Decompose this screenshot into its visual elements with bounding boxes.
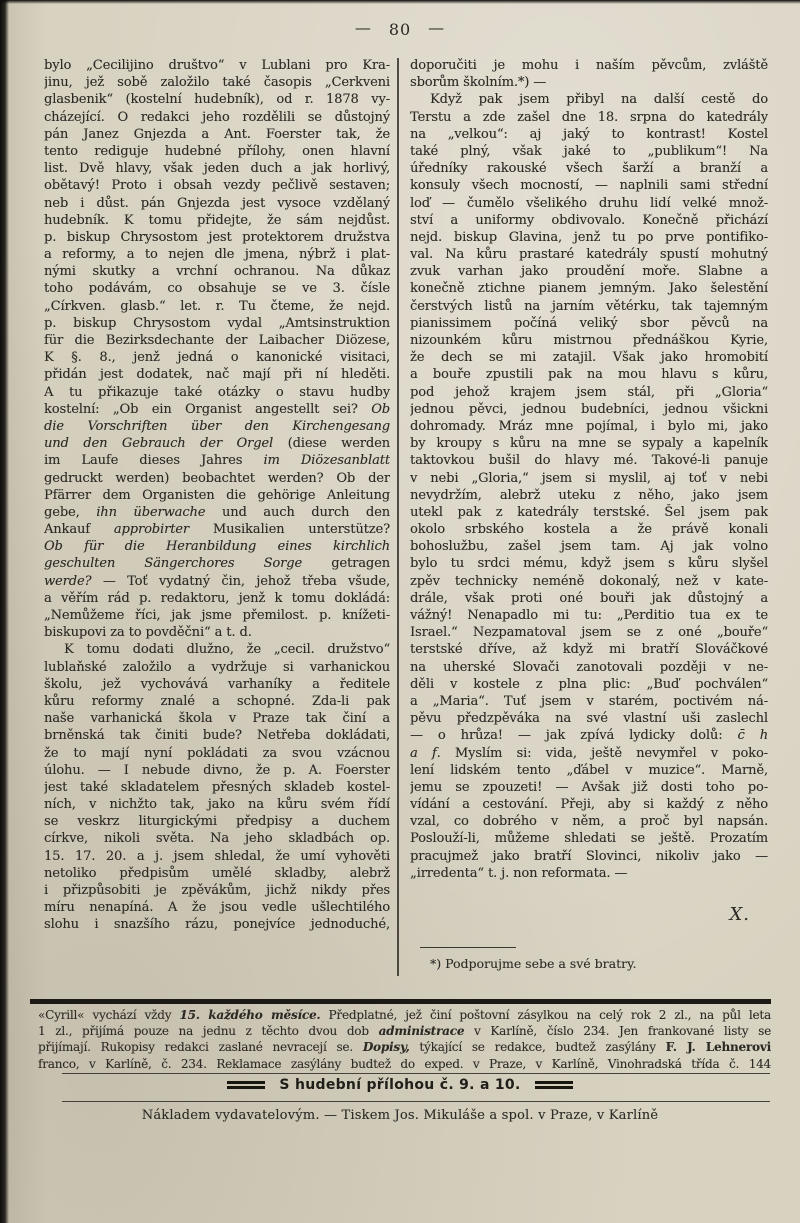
scan-edge-top: [0, 0, 800, 4]
text-line: Ob für die Heranbildung eines kirchlich: [44, 539, 390, 555]
text-line: doporučiti je mohu i naším pěvcům, zvláště: [410, 58, 768, 73]
text-line: und den Gebrauch der Orgel (diese werden: [44, 436, 390, 452]
text-line: i přizpůsobiti je zpěvákům, jichž nikdy přes: [44, 883, 390, 898]
text-line: im Laufe dieses Jahres im Diözesanblatt: [44, 453, 390, 469]
text-line: vzal, co dobrého v něm, a proč byl napsán.: [410, 814, 768, 830]
text-line: K tomu dodati dlužno, že „cecil. družstvo“: [64, 642, 390, 658]
text-line: taktovkou bušil do hlavy mé. Takové-li panuje: [410, 453, 768, 469]
footer-rule-thick: [30, 999, 771, 1004]
text-line: a „Maria“. Tuť jsem v starém, poctivém ná-: [410, 693, 768, 709]
text-line: gebe, ihn überwache und auch durch den: [44, 504, 390, 520]
text-line: v nebi „Gloria,“ jsem si myslil, aj toť v nebi: [410, 470, 768, 486]
text-line: jinu, jež sobě založilo také časopis „Cerkveni: [44, 75, 390, 91]
text-line: vážný! Nenapadlo mi tu: „Perditio tua ex te: [410, 608, 768, 623]
text-line: by kroupy s kůru na mne se sypaly a kapelník: [410, 436, 768, 452]
page-number-dash-right: —: [428, 18, 446, 37]
text-line: Terstu a zde zašel dne 18. srpna do katedrály: [410, 109, 768, 125]
footnote-rule: [420, 947, 516, 948]
text-line: pracujmež jako bratří Slovinci, nikoliv jako —: [410, 848, 768, 864]
text-line: Když pak jsem přibyl na další cestě do: [430, 92, 768, 108]
text-line: čerstvých listů na jarním větérku, tak tajemným: [410, 298, 768, 314]
text-line: bylo tu srdci mému, když jsem s kůru slyšel: [410, 556, 768, 572]
right-column: [410, 57, 768, 882]
text-line: nými skutky a vrchní ochranou. Na důkaz: [44, 264, 390, 280]
text-line: Israel.“ Nezpamatoval jsem se z oné „bouře“: [410, 625, 768, 641]
text-line: nizounkém kůru mistrnou přednáškou Kyrie,: [410, 333, 768, 348]
text-line: dohromady. Mráz mne pojímal, i bylo mi, jako: [410, 418, 768, 434]
imprint-block: [38, 1007, 771, 1072]
text-line: „irredenta“ t. j. non reformata. —: [410, 865, 628, 881]
page-number: 80: [388, 20, 412, 39]
double-bar-left-icon: [227, 1078, 265, 1092]
text-line: list. Dvě hlavy, však jeden duch a jak horlivý,: [44, 161, 390, 177]
page-number-dash-left: —: [354, 18, 372, 37]
text-line: drále, však proti oné bouři jak důstojný a: [410, 590, 768, 606]
text-line: konsuly všech mocností, — naplnili sami střední: [410, 178, 768, 194]
text-line: werde? — Toť vydatný čin, jehož třeba všude,: [44, 573, 390, 589]
text-line: p. biskup Chrysostom jest protektorem družstva: [44, 229, 390, 245]
text-line: glasbenik“ (kostelní hudebník), od r. 1878 vy-: [44, 92, 390, 108]
imprint-line: «Cyrill« vychází vždy 15. každého měsíce. Předplatné, jež činí poštovní zásylkou na celý rok 2 zl., na půl leta: [38, 1008, 771, 1022]
text-line: církve, nikoli světa. Na jeho skladbách op.: [44, 831, 390, 847]
text-line: 15. 17. 20. a j. jsem shledal, že umí vyhověti: [44, 848, 390, 864]
text-line: pěvu předzpěváka na své vlastní uši zaslechl: [410, 711, 768, 727]
text-line: neb i důst. pán Gnjezda jest vysoce vzdělaný: [44, 195, 390, 211]
text-line: konečně ztichne pianem jemným. Jako šelestění: [410, 281, 768, 297]
text-line: také plný, však jaké to „publikum“! Na: [410, 143, 768, 159]
scan-edge-left: [0, 0, 9, 1223]
text-line: jest také skladatelem přesných skladeb kostel-: [44, 779, 390, 795]
text-line: se veskrz liturgickými předpisy a duchem: [44, 814, 390, 830]
text-line: kostelní: „Ob ein Organist angestellt sei? Ob: [44, 401, 390, 417]
text-line: gedruckt werden) beobachtet werden? Ob der: [44, 470, 390, 486]
text-line: loď — čumělo všelikého druhu lidí velké množ-: [410, 195, 768, 211]
text-line: cházející. O redakci jeho rozdělili se důstojný: [44, 109, 390, 125]
text-line: a reformy, a to nejen dle jmena, nýbrž i plat-: [44, 247, 390, 263]
left-column: [44, 57, 390, 934]
text-line: — o hrůza! — jak zpívá lydicky dolů: c̄ h: [410, 728, 768, 744]
text-line: bohoslužbu, zašel jsem tam. Aj jak volno: [410, 539, 768, 555]
text-line: „Církven. glasb.“ let. r. Tu čteme, že nejd.: [44, 298, 390, 314]
colophon: Nákladem vydavatelovým. — Tiskem Jos. Mikuláše a spol. v Praze, v Karlíně: [141, 1108, 659, 1123]
text-line: p. biskup Chrysostom vydal „Amtsinstruktion: [44, 315, 390, 331]
text-line: utekl pak z katedrály terstské. Šel jsem pak: [410, 504, 768, 520]
text-line: Ankauf approbirter Musikalien unterstütze?: [44, 522, 390, 538]
text-line: brněnská tak činiti bude? Netřeba dokládati,: [44, 728, 390, 744]
text-line: kůru reformy znalé a schopné. Zda-li pak: [44, 693, 390, 709]
imprint-line: franco, v Karlíně, č. 234. Reklamace zasýlány budtež do exped. v Praze, v Karlíně, Vinohradská třída č. 144: [38, 1056, 771, 1071]
text-line: lení lidském tento „ďábel v muzice“. Marně,: [410, 762, 768, 778]
text-line: geschulten Sängerchores Sorge getragen: [44, 556, 390, 572]
text-line: a f. Myslím si: vida, ještě nevymřel v poko-: [410, 745, 768, 761]
text-line: ství a uniformy obdivovalo. Konečně přichází: [410, 212, 768, 228]
text-line: úředníky rakouské všech šarží a branží a: [410, 161, 768, 177]
text-line: hudebník. K tomu přidejte, že sám nejdůst.: [44, 212, 390, 228]
text-line: obětavý! Proto i obsah vezdy pečlivě sestaven;: [44, 178, 390, 194]
double-bar-right-icon: [535, 1078, 573, 1092]
text-line: zvuk varhan jako proudění moře. Slabne a: [410, 264, 768, 280]
text-line: terstské dříve, až když mi bratří Slováčkové: [410, 642, 768, 658]
text-line: slohu i snazšího rázu, ponejvíce jednoduché,: [44, 917, 390, 933]
text-line: nejd. biskup Glavina, jenž tu po prve pontifiko-: [410, 229, 768, 245]
text-line: a věřím rád p. redaktoru, jenž k tomu dokládá:: [44, 590, 390, 606]
text-line: pod jehož krajem jsem stál, při „Gloria“: [410, 384, 768, 400]
text-line: für die Bezirksdechante der Laibacher Diözese,: [44, 333, 390, 348]
text-line: pán Janez Gnjezda a Ant. Foerster tak, že: [44, 126, 390, 142]
footnote-text: *) Podporujme sebe a své bratry.: [430, 956, 637, 971]
text-line: A tu přikazuje také otázky o stavu hudby: [44, 384, 390, 400]
text-line: die Vorschriften über den Kirchengesang: [44, 418, 390, 434]
text-line: míru nenapíná. A že jsou vedle ušlechtilého: [44, 900, 390, 916]
text-line: školu, jež vychovává varhaníky a ředitele: [44, 676, 390, 692]
supplement-line: [0, 1077, 800, 1093]
text-line: bylo „Cecilijino društvo“ v Lublani pro Kra-: [44, 58, 390, 73]
text-line: val. Na kůru prastaré katedrály spustí mohutný: [410, 247, 768, 263]
text-line: biskupovi za to povděčni“ a t. d.: [44, 625, 252, 641]
text-line: že to mají nyní pokládati za svou vzácnou: [44, 745, 390, 761]
text-line: ních, v nichžto tak, jako na kůru svém řídí: [44, 797, 390, 813]
text-line: děli v kostele z plna plic: „Buď pochválen“: [410, 676, 768, 692]
page-header: [0, 20, 800, 39]
text-line: úlohu. — I nebude divno, že p. A. Foerster: [44, 762, 390, 778]
text-line: zpěv technicky neméně dokonalý, než v kate-: [410, 573, 768, 589]
text-line: naše varhanická škola v Praze tak činí a: [44, 711, 390, 727]
thin-rule-above-supplement: [62, 1073, 770, 1074]
text-line: a bouře zpustili pak na mou hlavu s kůru,: [410, 367, 768, 383]
text-line: přidán jest dodatek, nač mají při ní hleděti.: [44, 367, 390, 383]
text-line: vídání a cestování. Přeji, aby si každý z něho: [410, 797, 768, 813]
text-line: Pfärrer dem Organisten die gehörige Anleitung: [44, 487, 390, 503]
text-line: netoliko předpisům umělé skladby, alebrž: [44, 865, 390, 881]
thin-rule-below-supplement: [62, 1101, 770, 1102]
column-divider: [397, 58, 399, 976]
text-line: „Nemůžeme říci, jak jsme přemilost. p. knížeti-: [44, 608, 390, 623]
text-line: lublaňské založilo a vydržuje si varhanickou: [44, 659, 390, 675]
text-line: tento rediguje hudebné přílohy, onen hlavní: [44, 143, 390, 159]
text-line: na „velkou“: aj jaký to kontrast! Kostel: [410, 126, 768, 142]
text-line: toho podávám, co obsahuje se ve 3. čísle: [44, 281, 390, 297]
text-line: Poslouží-li, můžeme shledati se ještě. Prozatím: [410, 831, 768, 847]
text-line: že dech se mi zatajil. Však jako hromobití: [410, 350, 768, 366]
text-line: K §. 8., jenž jedná o kanonické visitaci,: [44, 350, 390, 366]
text-line: nevydržím, alebrž uteku z něho, jako jsem: [410, 487, 768, 503]
imprint-line: přijímají. Rukopisy redakci zaslané nevracejí se. Dopisy, týkající se redakce, budtež zasýlány F. J. Lehnerovi: [38, 1040, 771, 1055]
author-signature: X.: [729, 904, 750, 925]
text-line: pianissimem počíná veliký sbor pěvců na: [410, 315, 768, 331]
text-line: jemu se zpouzeti! — Avšak již dosti toho po-: [410, 779, 768, 795]
text-line: sborům školním.*) —: [410, 75, 547, 91]
supplement-text: S hudební přílohou č. 9. a 10.: [279, 1077, 521, 1093]
text-line: jednou pěvci, jednou budebníci, jednou všickni: [410, 401, 768, 417]
text-line: okolo srbského kostela a že právě konali: [410, 522, 768, 538]
text-line: na uherské Slovači zanotovali později v ne-: [410, 659, 768, 675]
imprint-line: 1 zl., přijímá pouze na jednu z těchto dvou dob administrace v Karlíně, číslo 234. Jen frankované listy se: [38, 1024, 771, 1039]
